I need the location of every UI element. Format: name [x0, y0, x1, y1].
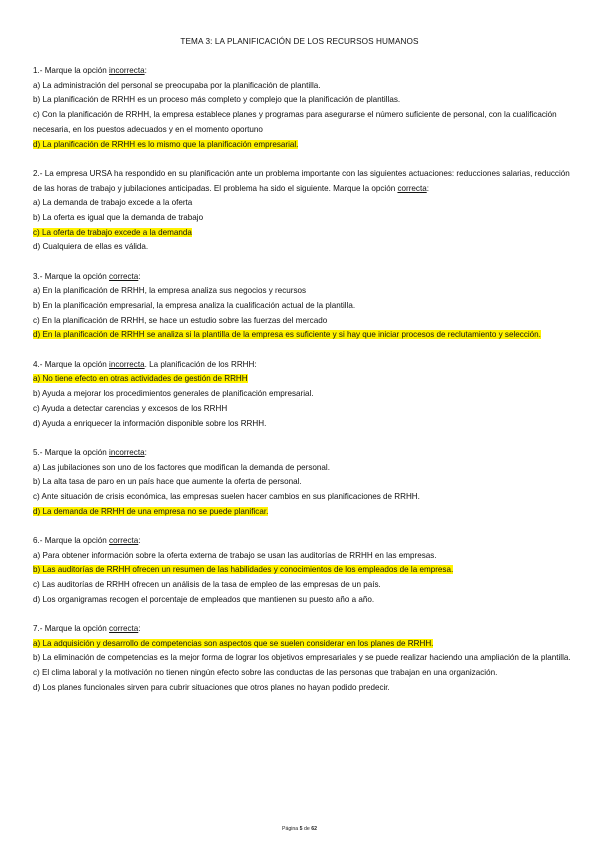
question-prompt-suffix: . La planificación de los RRHH:: [144, 359, 257, 369]
option-c: c) Ayuda a detectar carencias y excesos de los RRHH: [33, 403, 228, 413]
option-a: a) En la planificación de RRHH, la empresa analiza sus negocios y recursos: [33, 286, 307, 296]
option-b: b) Ayuda a mejorar los procedimientos generales de planificación empresarial.: [33, 389, 314, 399]
question-keyword: correcta: [109, 624, 139, 634]
question-prompt-text: 5.- Marque la opción: [33, 447, 110, 457]
question-prompt-suffix: :: [138, 624, 141, 634]
option-a: a) La demanda de trabajo excede a la oferta: [33, 198, 193, 208]
question-3-prompt: [33, 270, 573, 285]
question-2-prompt: [33, 167, 573, 196]
footer-middle: de: [302, 826, 312, 832]
option-d-highlighted: d) La demanda de RRHH de una empresa no se puede planificar.: [33, 506, 269, 516]
question-prompt-suffix: :: [138, 535, 141, 545]
question-keyword: correcta: [109, 271, 139, 281]
option-a-highlighted: a) No tiene efecto en otras actividades de gestión de RRHH: [33, 374, 248, 384]
document-title: TEMA 3: LA PLANIFICACIÓN DE LOS RECURSOS HUMANOS: [180, 37, 419, 46]
option-c: c) Ante situación de crisis económica, las empresas suelen hacer cambios en sus planificaciones de RRHH.: [33, 491, 420, 501]
option-c: c) El clima laboral y la motivación no tienen ningún efecto sobre las conductas de las personas que trabajan en una organización.: [33, 668, 498, 678]
footer-page-number: 5: [299, 826, 303, 832]
option-c: c) Las auditorías de RRHH ofrecen un análisis de la tasa de empleo de las empresas de un país.: [33, 580, 381, 590]
option-b: b) La planificación de RRHH es un proceso más completo y complejo que la planificación de plantillas.: [33, 95, 401, 105]
question-7: [33, 622, 573, 696]
question-keyword: correcta: [397, 183, 427, 193]
question-prompt-text: 4.- Marque la opción: [33, 359, 110, 369]
question-4-prompt: [33, 358, 573, 373]
question-3: [33, 270, 573, 344]
option-a-highlighted: a) La adquisición y desarrollo de competencias son aspectos que se suelen considerar en los planes de RRHH.: [33, 638, 434, 648]
question-7-prompt: [33, 622, 573, 637]
option-b: b) En la planificación empresarial, la empresa analiza la cualificación actual de la plantilla.: [33, 301, 356, 311]
option-d-highlighted: d) La planificación de RRHH es lo mismo que la planificación empresarial.: [33, 139, 299, 149]
question-prompt-suffix: :: [144, 66, 147, 75]
question-prompt-text: 2.- La empresa URSA ha respondido en su planificación ante un problema importante con las siguientes actuaciones: reducciones salarias, reducción de las horas de trabajo y jubilaciones anticipadas. El problema ha sido el siguiente. Marque la opción: [33, 168, 570, 193]
question-4: [33, 358, 573, 432]
question-prompt-suffix: :: [426, 183, 429, 193]
footer-page-total: 62: [311, 826, 317, 832]
question-6: [33, 534, 573, 608]
question-6-prompt: [33, 534, 573, 549]
footer-prefix: Página: [282, 826, 300, 832]
option-d: d) Los organigramas recogen el porcentaje de empleados que mantienen su puesto año a año.: [33, 594, 375, 604]
option-b: b) La alta tasa de paro en un país hace que aumente la oferta de personal.: [33, 477, 302, 487]
question-1-prompt: [33, 64, 573, 79]
option-a: a) La administración del personal se preocupaba por la planificación de plantilla.: [33, 80, 321, 90]
question-prompt-suffix: :: [138, 271, 141, 281]
option-b-highlighted: b) Las auditorías de RRHH ofrecen un resumen de las habilidades y conocimientos de los empleados de la empresa.: [33, 565, 454, 575]
question-keyword: correcta: [109, 535, 139, 545]
question-prompt-text: 6.- Marque la opción: [33, 535, 110, 545]
question-keyword: incorrecta: [109, 447, 145, 457]
question-2: [33, 167, 573, 255]
option-b: b) La eliminación de competencias es la mejor forma de lograr los objetivos empresariales y se puede realizar haciendo una ampliación de la plantilla.: [33, 653, 571, 663]
question-prompt-text: 1.- Marque la opción: [33, 66, 110, 75]
question-prompt-text: 7.- Marque la opción: [33, 624, 110, 634]
question-5: [33, 446, 573, 520]
option-d: d) Los planes funcionales sirven para cubrir situaciones que otros planes no hayan podido predecir.: [33, 682, 390, 692]
question-prompt-suffix: :: [144, 447, 147, 457]
option-d: d) Cualquiera de ellas es válida.: [33, 242, 149, 252]
question-prompt-text: 3.- Marque la opción: [33, 271, 110, 281]
question-keyword: incorrecta: [109, 359, 145, 369]
page-footer: [0, 826, 599, 832]
questions-list: [33, 64, 573, 710]
option-c: c) Con la planificación de RRHH, la empresa establece planes y programas para asegurarse el número suficiente de personal, con la cualificación necesaria, en los puestos adecuados y en el momento oportuno: [33, 110, 557, 134]
question-5-prompt: [33, 446, 573, 461]
option-c: c) En la planificación de RRHH, se hace un estudio sobre las fuerzas del mercado: [33, 315, 328, 325]
option-b: b) La oferta es igual que la demanda de trabajo: [33, 212, 204, 222]
option-c-highlighted: c) La oferta de trabajo excede a la demanda: [33, 227, 192, 237]
question-1: [33, 64, 573, 152]
option-d: d) Ayuda a enriquecer la información disponible sobre los RRHH.: [33, 418, 267, 428]
question-keyword: incorrecta: [109, 66, 145, 75]
option-d-highlighted: d) En la planificación de RRHH se analiza si la plantilla de la empresa es suficiente y si hay que iniciar procesos de reclutamiento y selección.: [33, 330, 541, 340]
option-a: a) Las jubilaciones son uno de los factores que modifican la demanda de personal.: [33, 462, 330, 472]
option-a: a) Para obtener información sobre la oferta externa de trabajo se usan las auditorías de RRHH en las empresas.: [33, 550, 437, 560]
